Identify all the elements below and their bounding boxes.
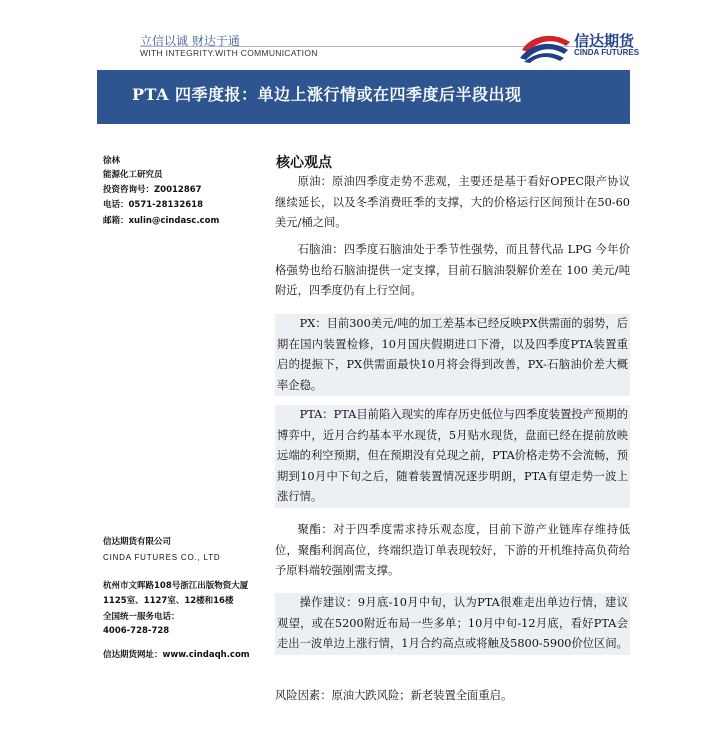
hotline-label: 全国统一服务电话： [103,612,180,622]
author-email: 邮箱：xulin@cindasc.com [103,216,220,226]
company-address-2: 1125室、1127室、12楼和16楼 [103,596,234,606]
paragraph-naphtha: 石脑油：四季度石脑油处于季节性强势，而且替代品 LPG 今年价格强势也给石脑油提供一定支撑，目前石脑油裂解价差在 100 美元/吨附近，四季度仍有上行空间。 [275,243,630,298]
author-name: 徐林 [103,156,121,166]
author-dept: 能源化工研究员 [103,170,163,180]
paragraph-pta: PTA：PTA目前陷入现实的库存历史低位与四季度装置投产预期的博弈中，近月合约基本平水现货，5月贴水现货，盘面已经在提前放映远端的利空预期，但在预期没有兑现之前，PTA价格走势不会流畅，预期到10月中下旬之后，随着装置情况逐步明朗，PTA有望走势一波上涨行情。 [275,405,630,508]
paragraph-px: PX：目前300美元/吨的加工差基本已经反映PX供需面的弱势，后期在国内装置检修，10月国庆假期进口下滑，以及四季度PTA装置重启的提振下，PX供需面最快10月将会得到改善，PX-石脑油价差大概率企稳。 [275,314,630,396]
company-address-1: 杭州市文晖路108号浙江出版物资大厦 [103,581,249,591]
company-website: 信达期货网址：www.cindaqh.com [103,650,250,660]
hotline-number: 4006-728-728 [103,626,170,636]
company-name-cn: 信达期货有限公司 [103,537,172,547]
section-heading: 核心观点 [276,155,332,171]
company-name-en: CINDA FUTURES CO., LTD [103,553,221,562]
logo-text-cn: 信达期货 [574,32,635,50]
paragraph-strategy: 操作建议：9月底-10月中旬，认为PTA很难走出单边行情，建议观望，或在5200附近布局一些多单；10月中旬-12月底，看好PTA会走出一波单边上涨行情，1月合约高点或将触及5800-5900价位区间。 [275,593,630,655]
paragraph-polyester: 聚酯：对于四季度需求持乐观态度，目前下游产业链库存维持低位，聚酯利润高位，终端织造订单表现较好，下游的开机维持高负荷给予原料端较强刚需支撑。 [275,523,630,578]
risk-factors: 风险因素：原油大跌风险；新老装置全面重启。 [275,689,513,702]
report-title: PTA 四季度报：单边上涨行情或在四季度后半段出现 [132,85,522,104]
author-license: 投资咨询号：Z0012867 [103,185,202,195]
header-slogan-cn: 立信以诚 财达于通 [140,34,240,48]
header-slogan-en: WITH INTEGRITY.WITH COMMUNICATION [140,48,318,58]
paragraph-crude: 原油：原油四季度走势不悲观，主要还是基于看好OPEC限产协议继续延长，以及冬季消费旺季的支撑，大的价格运行区间预计在50-60美元/桶之间。 [275,175,630,230]
author-phone: 电话：0571-28132618 [103,200,203,210]
logo-text-en: CINDA FUTURES [574,48,640,57]
